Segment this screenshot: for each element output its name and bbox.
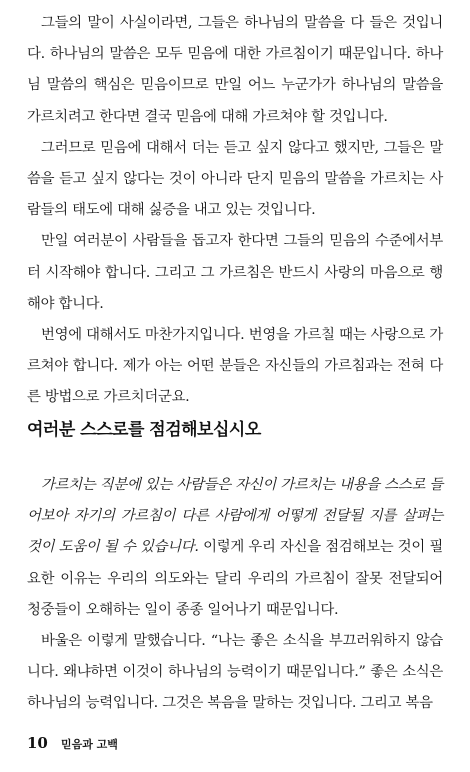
page-footer bbox=[27, 733, 118, 752]
section-body-2 bbox=[27, 470, 443, 720]
paragraph: 바울은 이렇게 말했습니다. “나는 좋은 소식을 부끄러워하지 않습니다. 왜냐하면 이것이 하나님의 능력이기 때문입니다.” 좋은 소식은 하나님의 능력입니다. 그것은 복음을 말하는 것입니다. 그리고 복음 bbox=[27, 633, 443, 712]
italic-emphasis: 가르치는 직분에 있는 사람들은 자신이 가르치는 내용을 스스로 들어보아 자기의 가르침이 다른 사람에게 어떻게 전달될 지를 살펴는 것이 도움이 될 수 있습니다. bbox=[27, 477, 443, 556]
paragraph-continuation: 이렇게 우리 자신을 점검해보는 것이 필요한 이유는 우리의 의도와는 달리 우리의 가르침이 잘못 전달되어 청중들이 오해하는 일이 종종 일어나기 때문입니다. bbox=[27, 539, 443, 618]
paragraph bbox=[27, 470, 443, 626]
section-body-1 bbox=[27, 8, 443, 414]
paragraph: 그러므로 믿음에 대해서 더는 듣고 싶지 않다고 했지만, 그들은 말씀을 듣고 싶지 않다는 것이 아니라 단지 믿음의 말씀을 가르치는 사람들의 태도에 대해 싫증을 내고 있는 것입니다. bbox=[27, 139, 443, 219]
section-heading: 여러분 스스로를 점검해보십시오 bbox=[27, 420, 261, 440]
paragraph: 번영에 대해서도 마찬가지입니다. 번영을 가르칠 때는 사랑으로 가르쳐야 합니다. 제가 아는 어떤 분들은 자신들의 가르침과는 전혀 다른 방법으로 가르치더군요. bbox=[27, 327, 443, 406]
paragraph: 그들의 말이 사실이라면, 그들은 하나님의 말씀을 다 들은 것입니다. 하나님의 말씀은 모두 믿음에 대한 가르침이기 때문입니다. 하나님 말씀의 핵심은 믿음이므로 만일 어느 누군가가 하나님의 말씀을 가르치려고 한다면 결국 믿음에 대해 가르쳐야 할 것입니다. bbox=[27, 15, 443, 125]
book-title: 믿음과 고백 bbox=[60, 738, 118, 751]
page-number: 10 bbox=[27, 734, 48, 752]
paragraph: 만일 여러분이 사람들을 돕고자 한다면 그들의 믿음의 수준에서부터 시작해야 합니다. 그리고 그 가르침은 반드시 사랑의 마음으로 행해야 합니다. bbox=[27, 233, 443, 312]
